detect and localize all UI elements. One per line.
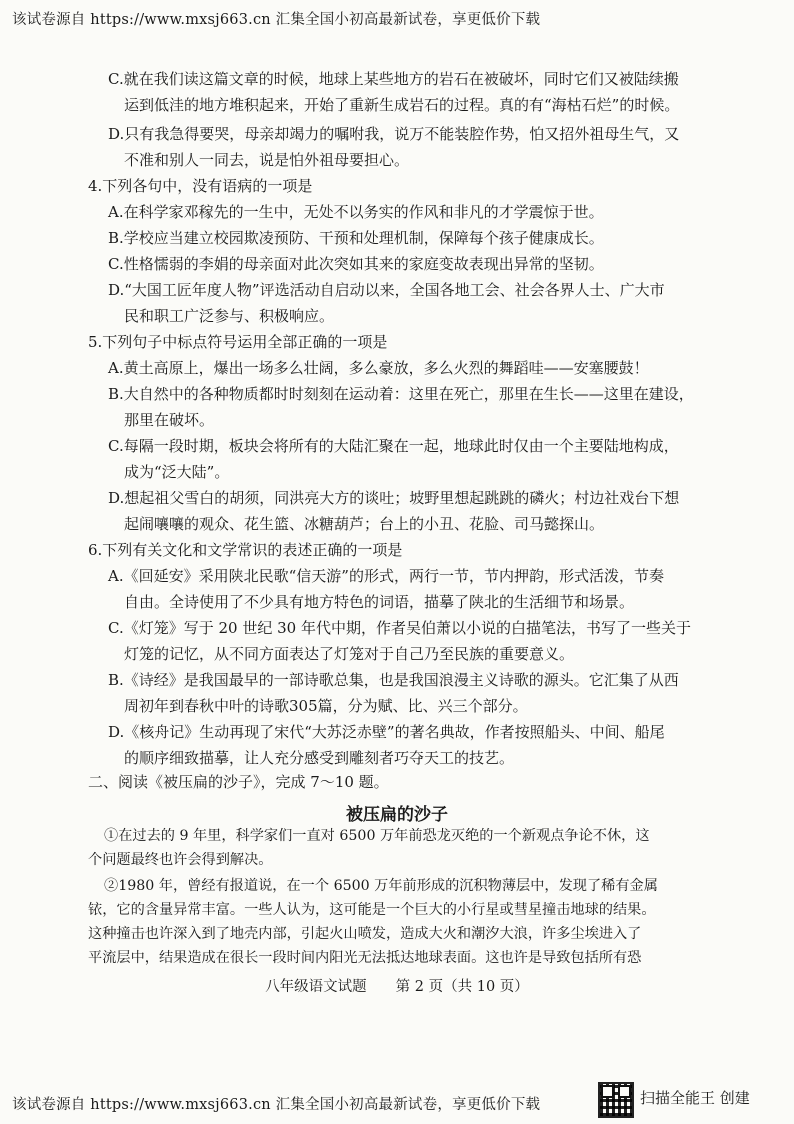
option-line: A.黄土高原上，爆出一场多么壮阔，多么豪放，多么火烈的舞蹈哇——安塞腰鼓！ [108,359,649,377]
page-footer: 八年级语文试题 第 2 页（共 10 页） [265,979,529,995]
article-title: 被压扁的沙子 [346,805,448,825]
article-line: ①在过去的 9 年里，科学家们一直对 6500 万年前恐龙灭绝的一个新观点争论不休，这 [104,828,650,844]
article-line: 铱，它的含量异常丰富。一些人认为，这可能是一个巨大的小行星或彗星撞击地球的结果。 [88,902,656,918]
option-line: C.就在我们读这篇文章的时候，地球上某些地方的岩石在被破坏，同时它们又被陆续搬 [108,70,679,88]
header-watermark: 该试卷源自 https://www.mxsj663.cn 汇集全国小初高最新试卷，享更低价下载 [12,12,541,28]
option-line: B.《诗经》是我国最早的一部诗歌总集，也是我国浪漫主义诗歌的源头。它汇集了从西 [108,671,679,689]
option-line: B.学校应当建立校园欺凌预防、干预和处理机制，保障每个孩子健康成长。 [108,229,604,247]
option-line: 不准和别人一同去，说是怕外祖母要担心。 [124,151,410,169]
article-line: 这种撞击也许深入到了地壳内部，引起火山喷发，造成大火和潮汐大浪，许多尘埃进入了 [88,926,642,942]
option-line: 自由。全诗使用了不少具有地方特色的词语，描摹了陕北的生活细节和场景。 [124,593,635,611]
article-line: 平流层中，结果造成在很长一段时间内阳光无法抵达地球表面。这也许是导致包括所有恐 [88,950,642,966]
option-line: 周初年到春秋中叶的诗歌305篇，分为赋、比、兴三个部分。 [124,697,528,715]
section-heading: 二、阅读《被压扁的沙子》，完成 7～10 题。 [88,773,389,791]
option-line: C.每隔一段时期，板块会将所有的大陆汇聚在一起，地球此时仅由一个主要陆地构成， [108,437,679,455]
option-line: 那里在破坏。 [124,411,215,429]
option-line: 成为“泛大陆”。 [124,463,230,481]
scanner-label: 扫描全能王 创建 [640,1089,750,1107]
option-line: A.在科学家邓稼先的一生中，无处不以务实的作风和非凡的才学震惊于世。 [108,203,604,221]
qr-code-icon [598,1082,634,1118]
article-line: 个问题最终也许会得到解决。 [88,852,273,868]
option-line: 起闹嚷嚷的观众、花生篮、冰糖葫芦；台上的小丑、花脸、司马懿探山。 [124,515,605,533]
footer-watermark: 该试卷源自 https://www.mxsj663.cn 汇集全国小初高最新试卷，享更低价下载 [12,1097,541,1113]
question-stem: 5.下列句子中标点符号运用全部正确的一项是 [88,333,388,351]
option-line: B.大自然中的各种物质都时时刻刻在运动着：这里在死亡，那里在生长——这里在建设， [108,385,694,403]
question-stem: 4.下列各句中，没有语病的一项是 [88,177,313,195]
option-line: 的顺序细致描摹，让人充分感受到雕刻者巧夺天工的技艺。 [124,749,515,767]
option-line: D.只有我急得要哭，母亲却竭力的嘱咐我，说万不能装腔作势，怕又招外祖母生气，又 [108,125,680,143]
option-line: D.《核舟记》生动再现了宋代“大苏泛赤壁”的著名典故，作者按照船头、中间、船尾 [108,723,665,741]
option-line: D.想起祖父雪白的胡须，同洪亮大方的谈吐；坡野里想起跳跳的磷火；村边社戏台下想 [108,489,680,507]
option-line: 运到低洼的地方堆积起来，开始了重新生成岩石的过程。真的有“海枯石烂”的时候。 [124,96,680,114]
option-line: C.《灯笼》写于 20 世纪 30 年代中期，作者吴伯萧以小说的白描笔法，书写了一些关于 [108,619,691,637]
option-line: D.“大国工匠年度人物”评选活动自启动以来，全国各地工会、社会各界人士、广大市 [108,281,665,299]
option-line: C.性格懦弱的李娟的母亲面对此次突如其来的家庭变故表现出异常的坚韧。 [108,255,604,273]
article-line: ②1980 年，曾经有报道说，在一个 6500 万年前形成的沉积物薄层中，发现了稀有金属 [104,878,658,894]
option-line: A.《回延安》采用陕北民歌“信天游”的形式，两行一节，节内押韵，形式活泼，节奏 [108,567,664,585]
option-line: 民和职工广泛参与、积极响应。 [124,307,335,325]
question-stem: 6.下列有关文化和文学常识的表述正确的一项是 [88,541,403,559]
option-line: 灯笼的记忆，从不同方面表达了灯笼对于自己乃至民族的重要意义。 [124,645,575,663]
